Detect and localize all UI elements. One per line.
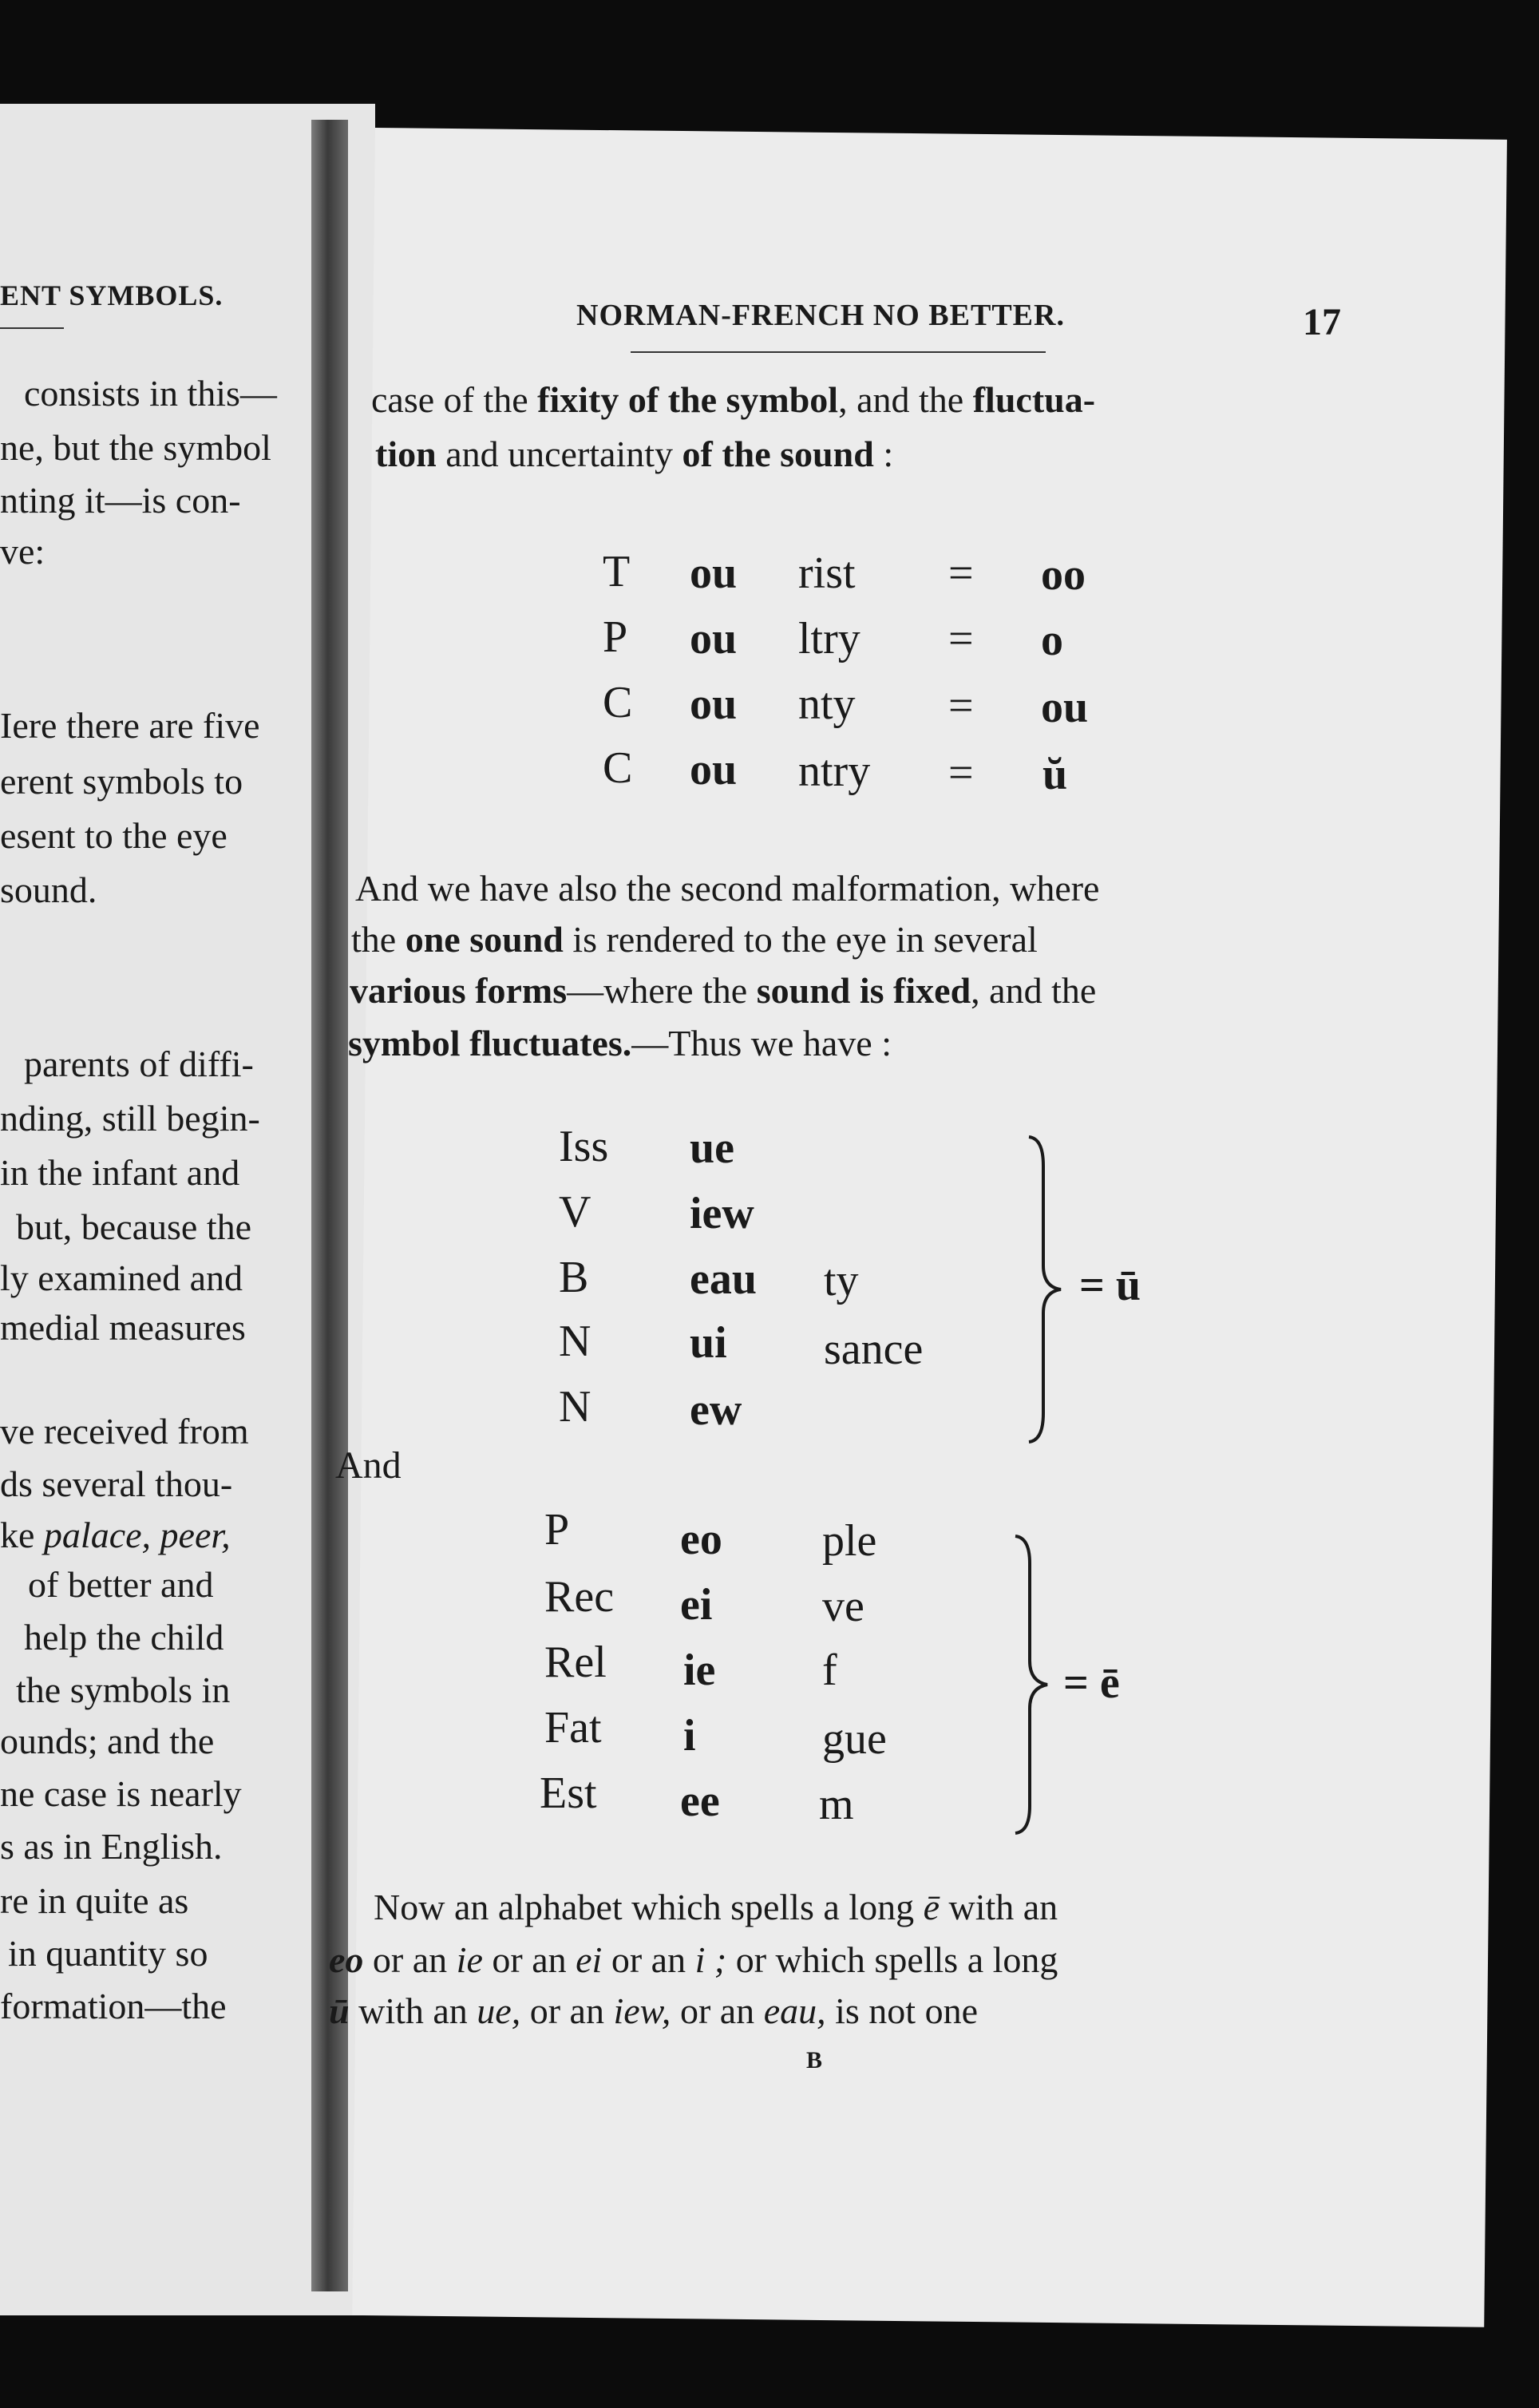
and-label: And xyxy=(335,1444,402,1487)
table-cell-vowel: ou xyxy=(690,745,738,794)
table-cell-suffix: ltry xyxy=(798,614,860,663)
left-line: in quantity so xyxy=(8,1933,208,1974)
page-number: 17 xyxy=(1303,301,1341,343)
table-cell-suffix: ntry xyxy=(798,747,871,796)
text-run: , and the xyxy=(971,970,1097,1011)
right-running-header: NORMAN-FRENCH NO BETTER. xyxy=(576,299,1065,332)
table-cell-suffix: sance xyxy=(824,1325,924,1374)
left-line: parents of diffi- xyxy=(24,1044,254,1084)
table-cell-prefix: V xyxy=(559,1187,591,1237)
text-run: is not one xyxy=(825,1990,978,2031)
table-cell-sound: ou xyxy=(1041,683,1089,732)
table-cell-suffix: ty xyxy=(824,1256,859,1305)
left-line-text: ke xyxy=(0,1515,35,1555)
table-cell-suffix: m xyxy=(819,1780,854,1829)
right-header-rule xyxy=(631,351,1046,353)
text-run: Now an alphabet which spells a long xyxy=(374,1887,924,1927)
table-cell-prefix: C xyxy=(603,743,633,793)
table-cell-prefix: P xyxy=(544,1505,570,1555)
table-cell-sound: o xyxy=(1041,616,1063,665)
table-cell-prefix: T xyxy=(603,547,631,596)
text-run: or an xyxy=(602,1939,695,1980)
table-cell-sound: oo xyxy=(1041,550,1086,600)
table-cell-suffix: ve xyxy=(822,1582,864,1631)
left-line: s as in English. xyxy=(0,1826,223,1867)
text-run: or an xyxy=(520,1990,614,2031)
table-cell-prefix: Est xyxy=(540,1768,597,1818)
text-run-bold: sound is fixed xyxy=(756,970,971,1011)
table-cell-vowel: ui xyxy=(690,1318,727,1368)
table-cell-vowel: ie xyxy=(683,1646,716,1695)
table-cell-prefix: Rel xyxy=(544,1638,607,1687)
text-run: , and the xyxy=(838,379,973,420)
table-cell-prefix: N xyxy=(559,1317,591,1366)
text-run: or an xyxy=(671,1990,764,2031)
body-line xyxy=(374,1889,1058,1926)
intro-line xyxy=(371,379,1096,420)
table-cell-suffix: f xyxy=(822,1646,837,1695)
body-line xyxy=(350,972,1096,1009)
italic-word: peer, xyxy=(160,1515,231,1555)
table-cell-vowel: ei xyxy=(680,1580,713,1630)
text-run-italic: ū xyxy=(329,1990,350,2031)
text-run: or which spells a long xyxy=(726,1939,1058,1980)
table-cell-suffix: rist xyxy=(798,549,856,598)
text-run: case of the xyxy=(371,379,538,420)
left-line: help the child xyxy=(24,1617,224,1657)
equals-sign: = xyxy=(948,748,974,798)
table-cell-prefix: Fat xyxy=(544,1703,602,1753)
table-cell-suffix: gue xyxy=(822,1714,887,1764)
table-cell-vowel: ou xyxy=(690,549,738,598)
equals-sign: = xyxy=(948,614,974,663)
table-cell-vowel: ew xyxy=(690,1385,742,1435)
body-line xyxy=(348,1025,892,1062)
text-run-bold: symbol fluctuates. xyxy=(348,1023,632,1063)
text-run-italic: ue, xyxy=(477,1990,521,2031)
left-line: esent to the eye xyxy=(0,815,227,856)
table-cell-prefix: C xyxy=(603,678,633,727)
text-run: or an xyxy=(363,1939,457,1980)
text-run-bold: one sound xyxy=(405,919,564,960)
right-curly-brace xyxy=(1012,1533,1060,1836)
equals-sign: = xyxy=(948,681,974,731)
intro-line xyxy=(375,436,893,473)
left-line: erent symbols to xyxy=(0,761,243,802)
left-line: ve: xyxy=(0,531,45,572)
text-run: and uncertainty xyxy=(436,434,682,474)
table-cell-sound: ŭ xyxy=(1042,750,1068,799)
text-run: : xyxy=(873,434,894,474)
left-header-rule xyxy=(0,327,64,329)
right-curly-brace xyxy=(1026,1134,1074,1445)
left-line: ly examined and xyxy=(0,1257,243,1298)
table-cell-vowel: ou xyxy=(690,679,738,729)
left-line: ne case is nearly xyxy=(0,1773,242,1814)
text-run: with an xyxy=(349,1990,477,2031)
left-line: Iere there are five xyxy=(0,705,260,746)
left-line: medial measures xyxy=(0,1307,246,1348)
table-cell-prefix: Rec xyxy=(544,1572,615,1622)
text-run-bold: various forms xyxy=(350,970,568,1011)
text-run-italic: ie xyxy=(456,1939,483,1980)
text-run-italic: i ; xyxy=(694,1939,727,1980)
left-line: consists in this— xyxy=(24,373,277,414)
text-run-bold: fixity of the symbol xyxy=(537,379,839,420)
text-run-italic: eo xyxy=(329,1939,364,1980)
left-line: nting it—is con- xyxy=(0,480,241,521)
text-run: the xyxy=(351,919,406,960)
left-line xyxy=(0,1517,231,1554)
body-line xyxy=(351,921,1038,958)
table-cell-prefix: P xyxy=(603,612,628,662)
text-run-italic: ei xyxy=(576,1939,603,1980)
body-line: And we have also the second malformation, where xyxy=(355,868,1100,909)
left-line: ve received from xyxy=(0,1411,249,1452)
left-line: but, because the xyxy=(16,1206,252,1247)
text-run-italic: eau, xyxy=(763,1990,826,2031)
left-line: the symbols in xyxy=(16,1669,231,1710)
text-run-bold: of the sound xyxy=(682,434,874,474)
text-run: —where the xyxy=(567,970,757,1011)
text-run: is rendered to the eye in several xyxy=(563,919,1038,960)
table-cell-vowel: ue xyxy=(690,1123,734,1173)
table-cell-suffix: nty xyxy=(798,679,856,729)
text-run-bold: fluctua- xyxy=(972,379,1096,420)
group-result: = ū xyxy=(1079,1261,1141,1310)
table-cell-vowel: eau xyxy=(690,1254,757,1304)
group-result: = ē xyxy=(1063,1658,1120,1708)
table-cell-vowel: ee xyxy=(680,1776,720,1826)
table-cell-suffix: ple xyxy=(822,1516,877,1566)
table-cell-vowel: iew xyxy=(690,1189,754,1238)
text-run: —Thus we have : xyxy=(631,1023,892,1063)
table-cell-prefix: Iss xyxy=(559,1122,609,1171)
left-line: sound. xyxy=(0,869,97,910)
left-line: in the infant and xyxy=(0,1152,240,1193)
left-line: of better and xyxy=(28,1564,214,1605)
left-line: nding, still begin- xyxy=(0,1098,260,1139)
table-cell-prefix: B xyxy=(559,1253,589,1302)
left-line: re in quite as xyxy=(0,1880,189,1921)
table-cell-vowel: ou xyxy=(690,614,738,663)
left-line: ounds; and the xyxy=(0,1721,215,1761)
body-line xyxy=(329,1939,1058,1980)
italic-word: palace, xyxy=(43,1515,152,1555)
left-line: ne, but the symbol xyxy=(0,427,271,468)
table-cell-vowel: eo xyxy=(680,1515,722,1564)
text-run-italic: iew, xyxy=(613,1990,671,2031)
text-run-bold: tion xyxy=(375,434,437,474)
signature-mark: B xyxy=(806,2047,823,2073)
text-run: or an xyxy=(482,1939,576,1980)
text-run-italic: ē xyxy=(923,1887,940,1927)
left-line: ds several thou- xyxy=(0,1463,233,1504)
left-running-header: ENT SYMBOLS. xyxy=(0,279,224,311)
left-line: formation—the xyxy=(0,1986,227,2026)
equals-sign: = xyxy=(948,549,974,598)
table-cell-vowel: i xyxy=(683,1711,696,1760)
table-cell-prefix: N xyxy=(559,1382,591,1432)
body-line xyxy=(329,1990,978,2031)
text-run: with an xyxy=(939,1887,1058,1927)
